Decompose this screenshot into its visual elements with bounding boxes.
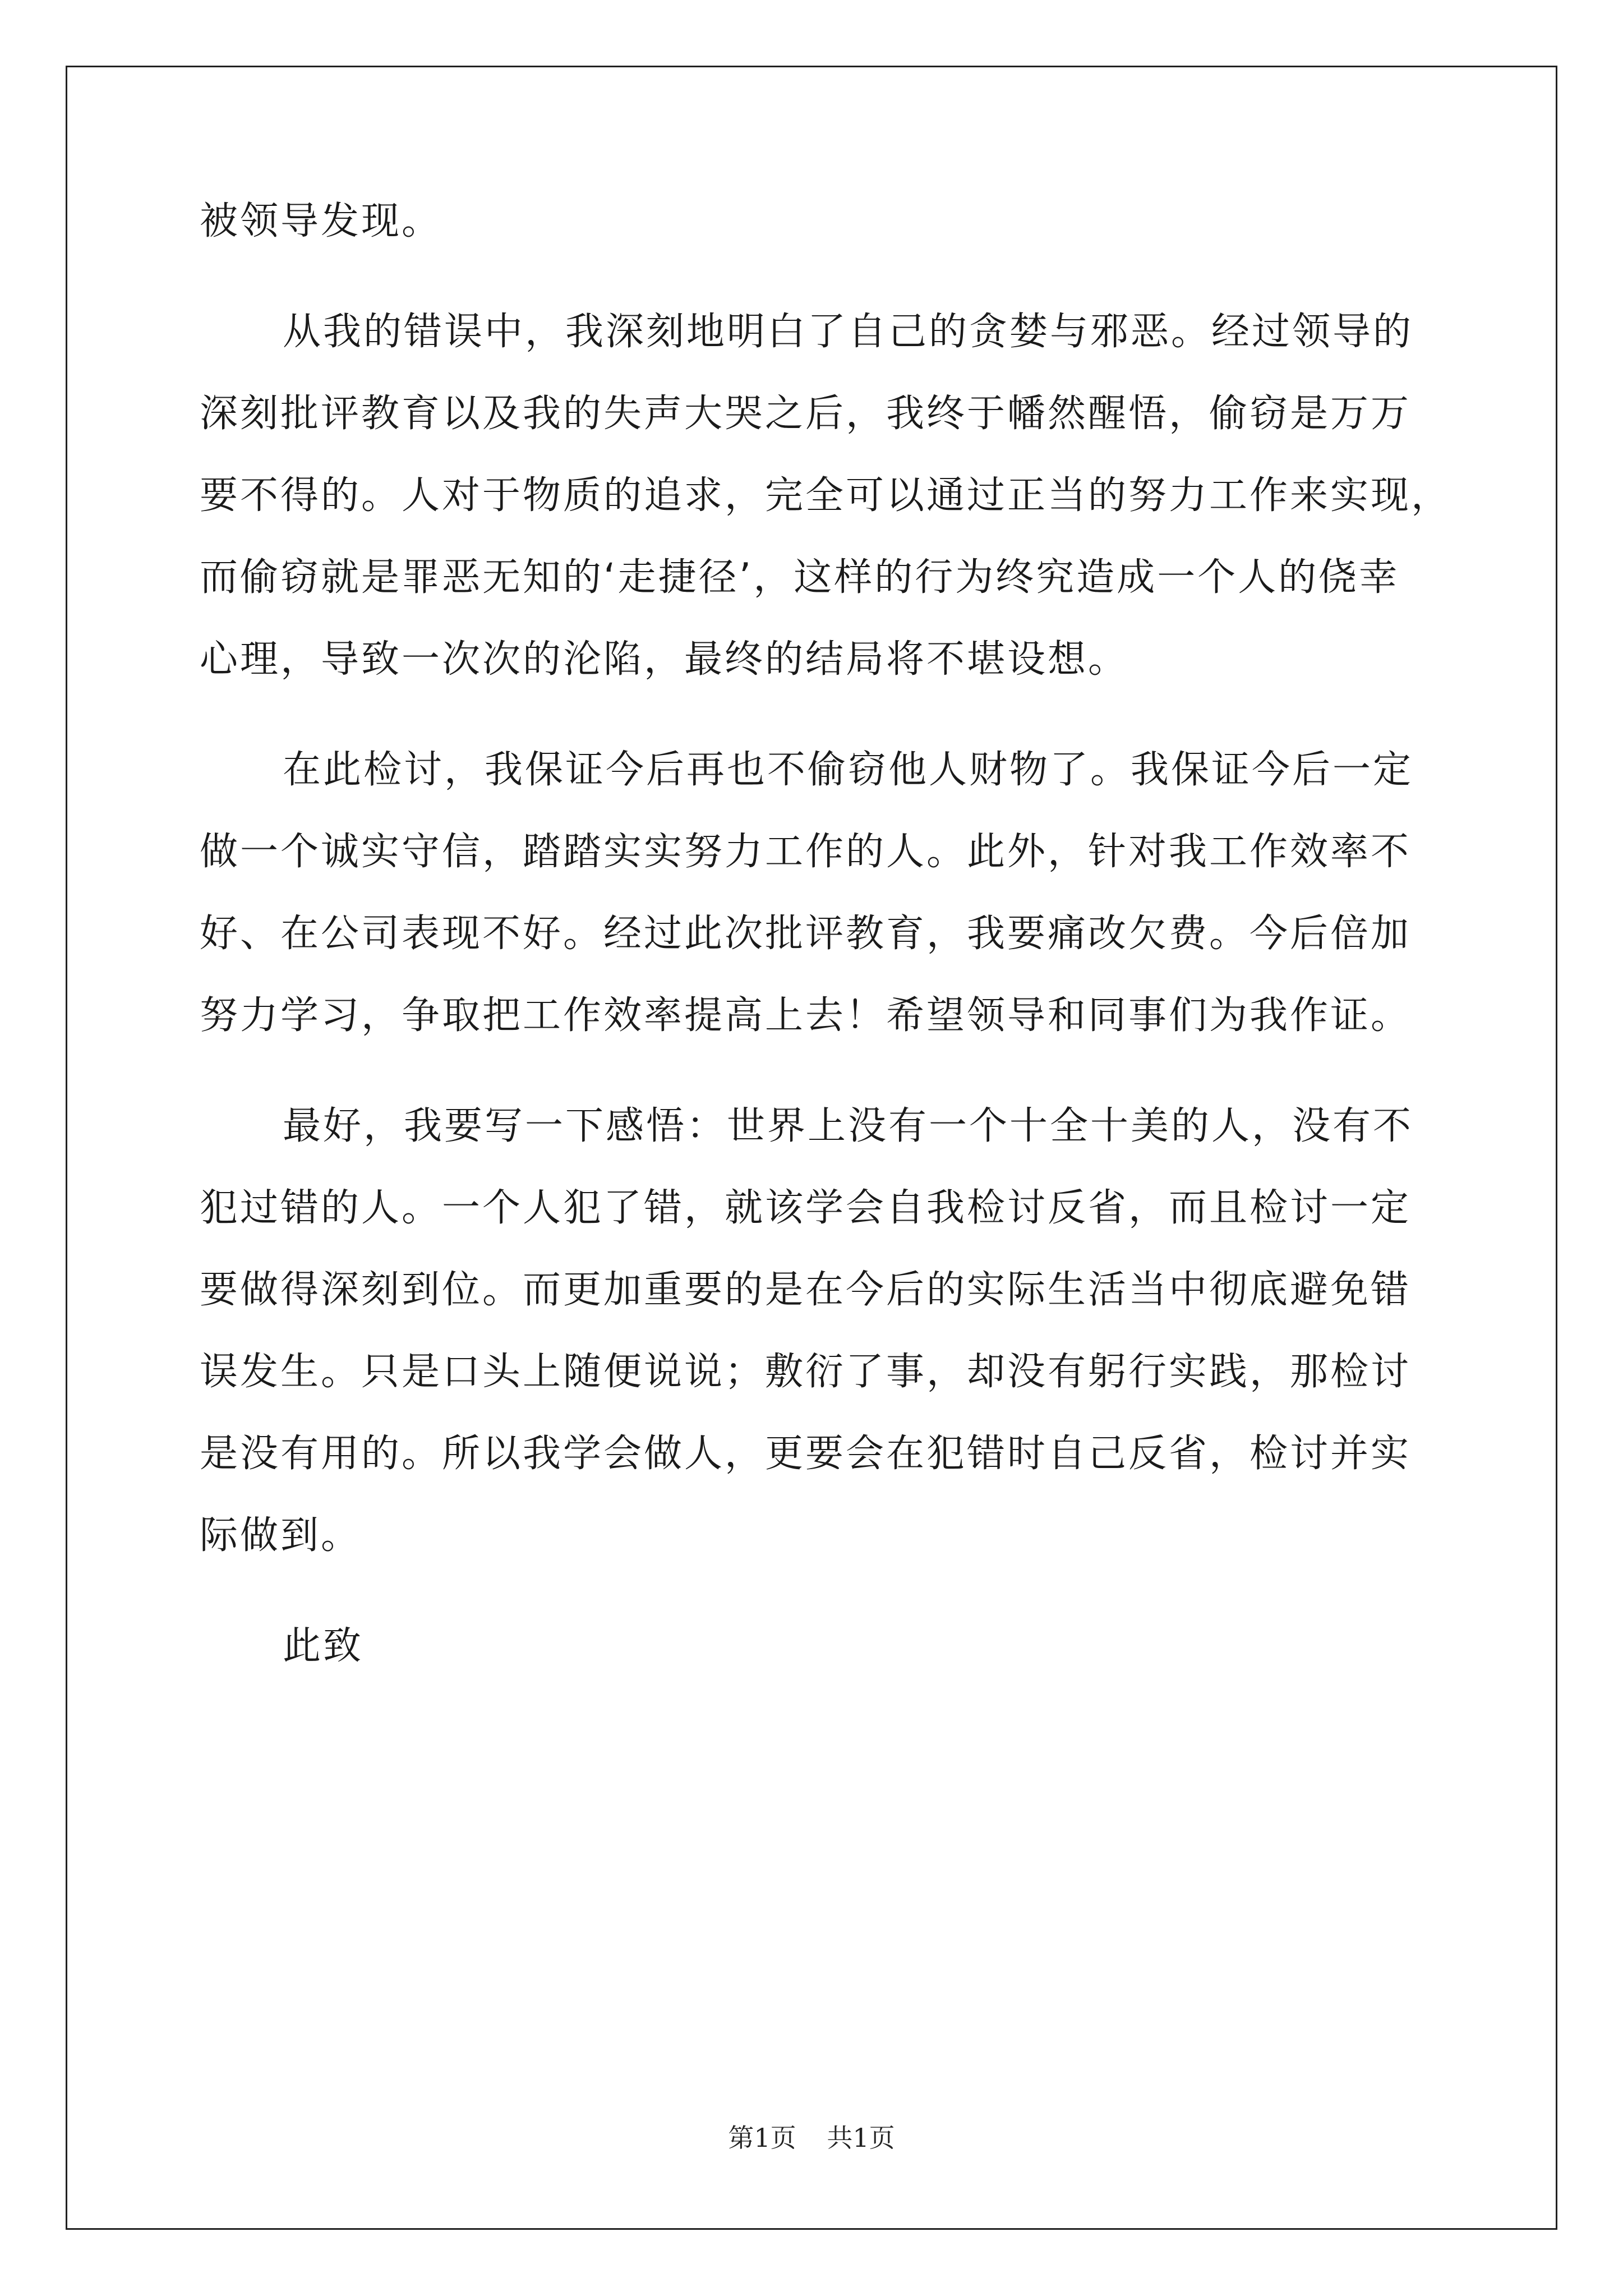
- paragraph-start: 从我的错误中，我深刻地明白了自己的贪婪与邪恶。经过领导的: [283, 310, 1414, 354]
- paragraph-start: 最好，我要写一下感悟：世界上没有一个十全十美的人，没有不: [283, 1104, 1414, 1148]
- text-line: 际做到。: [200, 1513, 362, 1558]
- text-line: 是没有用的。所以我学会做人，更要会在犯错时自己反省，检讨并实: [200, 1432, 1412, 1476]
- text-line: 被领导发现。: [200, 199, 442, 243]
- text-line: 深刻批评教育以及我的失声大哭之后，我终于幡然醒悟，偷窃是万万: [200, 392, 1412, 436]
- paragraph-start: 在此检讨，我保证今后再也不偷窃他人财物了。我保证今后一定: [283, 748, 1414, 792]
- text-line: 努力学习，争取把工作效率提高上去！希望领导和同事们为我作证。: [200, 993, 1412, 1038]
- page-total: 共1页: [827, 2123, 895, 2153]
- page-footer: [0, 2118, 1623, 2155]
- text-line: 误发生。只是口头上随便说说；敷衍了事，却没有躬行实践，那检讨: [200, 1350, 1412, 1394]
- text-line: 好、在公司表现不好。经过此次批评教育，我要痛改欠费。今后倍加: [200, 912, 1412, 956]
- page-number: 第1页: [728, 2123, 796, 2153]
- text-line: 犯过错的人。一个人犯了错，就该学会自我检讨反省，而且检讨一定: [200, 1186, 1412, 1230]
- closing-salutation: 此致: [283, 1624, 364, 1668]
- text-line: 要不得的。人对于物质的追求，完全可以通过正当的努力工作来实现，: [200, 473, 1452, 518]
- text-line: 要做得深刻到位。而更加重要的是在今后的实际生活当中彻底避免错: [200, 1268, 1412, 1312]
- text-line: 心理，导致一次次的沦陷，最终的结局将不堪设想。: [200, 637, 1129, 682]
- text-line: 而偷窃就是罪恶无知的‘走捷径’，这样的行为终究造成一个人的侥幸: [200, 555, 1400, 600]
- text-line: 做一个诚实守信，踏踏实实努力工作的人。此外，针对我工作效率不: [200, 830, 1412, 874]
